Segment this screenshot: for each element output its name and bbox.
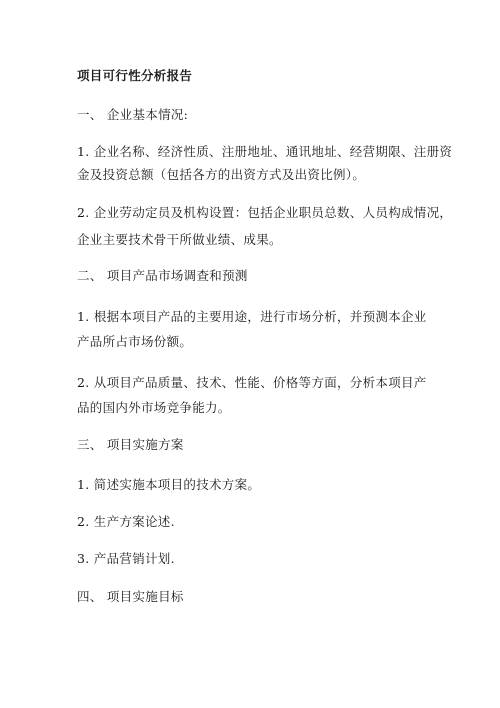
document-title: 项目可行性分析报告 [77, 68, 193, 83]
section-heading-4: 四、 项目实施目标 [77, 589, 184, 604]
paragraph-line: 产品所占市场份额。 [77, 334, 193, 349]
paragraph-line: 1. 简述实施本项目的技术方案。 [77, 477, 261, 492]
section-heading-1: 一、 企业基本情况: [77, 107, 189, 122]
paragraph-line: 1. 企业名称、经济性质、注册地址、通讯地址、经营期限、注册资 [77, 144, 453, 159]
paragraph-line: 2. 从项目产品质量、技术、性能、价格等方面，分析本项目产 [77, 375, 427, 390]
paragraph-line: 3. 产品营销计划. [77, 551, 175, 566]
paragraph-line: 企业主要技术骨干所做业绩、成果。 [77, 232, 282, 247]
paragraph-line: 金及投资总额（包括各方的出资方式及出资比例）。 [77, 167, 366, 182]
section-heading-2: 二、 项目产品市场调查和预测 [77, 268, 248, 283]
paragraph-line: 2. 企业劳动定员及机构设置：包括企业职员总数、人员构成情况， [77, 205, 453, 220]
paragraph-line: 品的国内外市场竞争能力。 [77, 400, 231, 415]
paragraph-line: 1. 根据本项目产品的主要用途，进行市场分析，并预测本企业 [77, 309, 427, 324]
section-heading-3: 三、 项目实施方案 [77, 437, 184, 452]
paragraph-line: 2. 生产方案论述. [77, 514, 175, 529]
